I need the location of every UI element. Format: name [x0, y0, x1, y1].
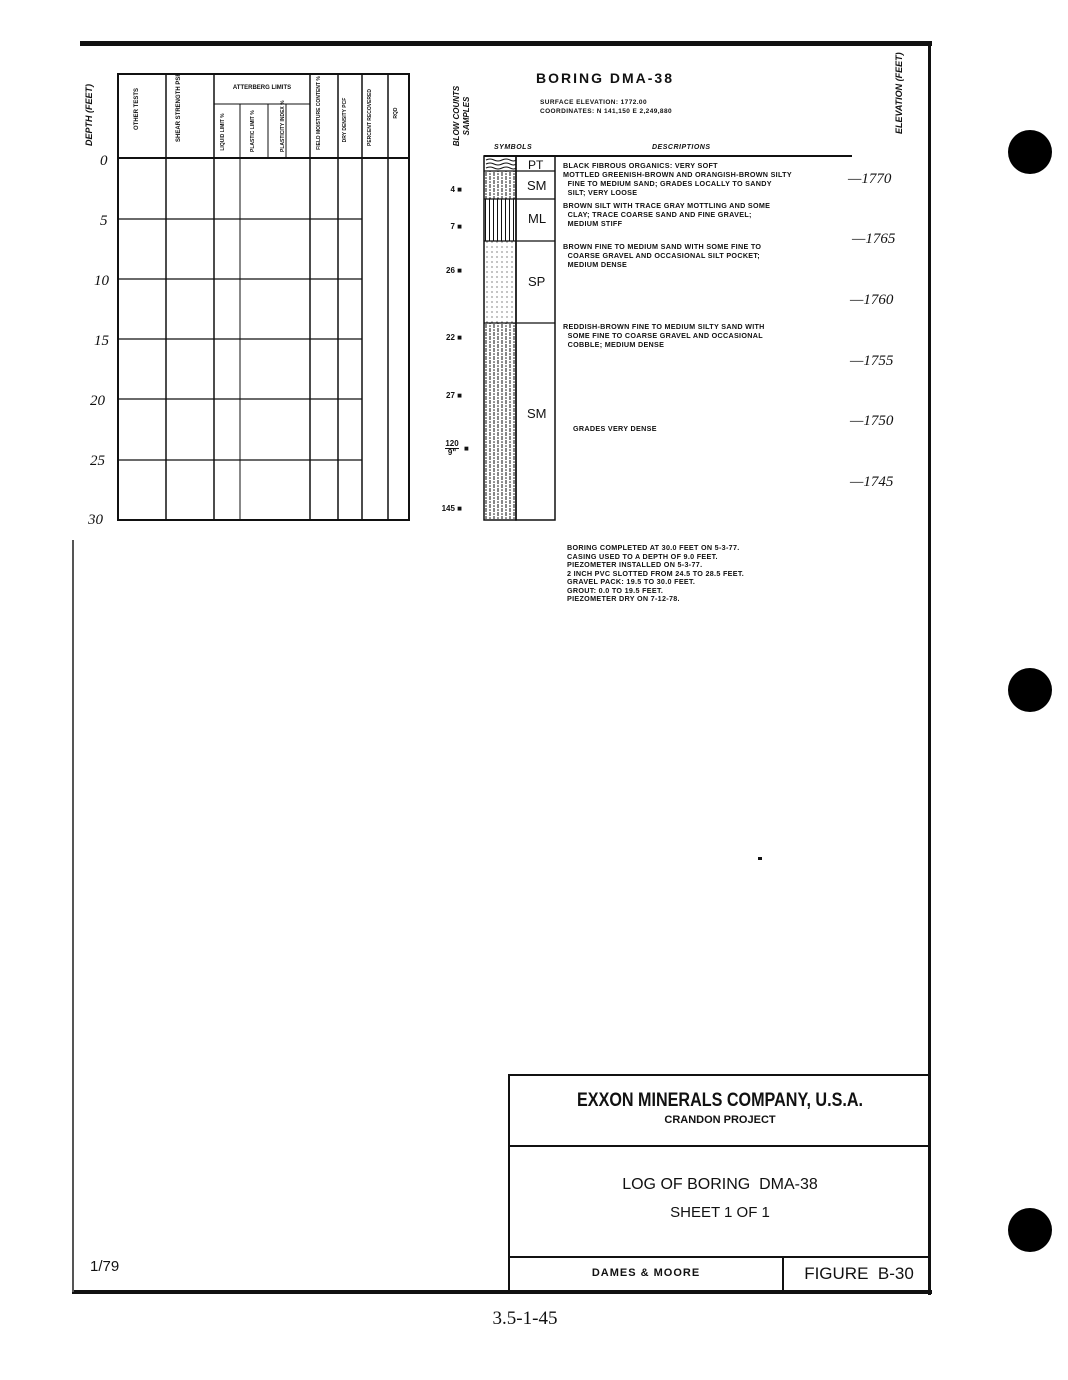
blow-count: 7 ■ [450, 222, 462, 231]
blow-count-fraction [445, 440, 459, 457]
symbol-sm-lower: SM [527, 406, 547, 421]
title-block [508, 1074, 930, 1292]
elevation-tick-1745: —1745 [850, 474, 894, 490]
description-ml: BROWN SILT WITH TRACE GRAY MOTTLING AND SOME CLAY; TRACE COARSE SAND AND FINE GRAVEL; MEDIUM STIFF [563, 201, 771, 228]
elevation-tick-1760: —1760 [850, 292, 894, 308]
blow-count-denominator: 9" [447, 448, 457, 457]
firm-name: DAMES & MOORE [591, 1267, 701, 1279]
surface-elevation: SURFACE ELEVATION: 1772.00 [540, 99, 647, 106]
depth-tick-5: 5 [100, 213, 108, 229]
description-sm-upper: MOTTLED GREENISH-BROWN AND ORANGISH-BROWN SILTY FINE TO MEDIUM SAND; GRADES LOCALLY TO SANDY SILT; VERY LOOSE [563, 170, 792, 197]
page-number: 3.5-1-45 [492, 1308, 558, 1329]
plasticity-index-label: PLASTICITY INDEX % [280, 100, 286, 152]
company-name: EXXON MINERALS COMPANY, U.S.A. [577, 1090, 863, 1111]
title-block-divider-1 [510, 1145, 930, 1147]
log-title: LOG OF BORING DMA-38 [622, 1176, 818, 1193]
left-border [72, 540, 74, 1292]
symbol-ml: ML [528, 211, 547, 226]
symbol-sm-upper: SM [527, 178, 547, 193]
blow-count: 26 ■ [446, 266, 462, 275]
blow-count: 4 ■ [450, 185, 462, 194]
depth-tick-0: 0 [100, 153, 108, 169]
description-sm-lower: REDDISH-BROWN FINE TO MEDIUM SILTY SAND WITH SOME FINE TO COARSE GRAVEL AND OCCASIONAL COBBLE; MEDIUM DENSE [563, 322, 765, 349]
speck [758, 857, 762, 860]
symbol-sp: SP [528, 274, 546, 289]
description-sp: BROWN FINE TO MEDIUM SAND WITH SOME FINE TO COARSE GRAVEL AND OCCASIONAL SILT POCKET; MEDIUM DENSE [563, 242, 762, 269]
binder-hole-3 [1008, 1208, 1052, 1252]
elevation-tick-1770: —1770 [848, 171, 892, 187]
blow-count-numerator: 120 [445, 439, 459, 448]
elevation-tick-1765: —1765 [852, 231, 896, 247]
symbols-header: SYMBOLS [494, 144, 533, 151]
boring-title: BORING DMA-38 [536, 70, 675, 86]
binder-hole-2 [1008, 668, 1052, 712]
samples-label: SAMPLES [462, 96, 471, 136]
field-moisture-label: FIELD MOISTURE CONTENT % [316, 76, 322, 150]
depth-tick-10: 10 [94, 273, 109, 289]
elevation-tick-1750: —1750 [850, 413, 894, 429]
rqd-label: RQD [393, 107, 399, 119]
project-name: CRANDON PROJECT [664, 1114, 776, 1126]
symbol-pt: PT [528, 158, 544, 172]
sheet-number: SHEET 1 OF 1 [670, 1204, 770, 1221]
grades-very-dense-note: GRADES VERY DENSE [573, 424, 657, 433]
depth-axis-label: DEPTH (FEET) [84, 84, 94, 146]
boring-notes: BORING COMPLETED AT 30.0 FEET ON 5-3-77. CASING USED TO A DEPTH OF 9.0 FEET. PIEZOMETER INSTALLED ON 5-3-77. 2 INCH PVC SLOTTED FROM 24.5 TO 28.5 FEET. GRAVEL PACK: 19.5 TO 30.0 FEET. GROUT: 0.0 TO 19.5 FEET. PIEZOMETER DRY ON 7-12-78. [567, 543, 745, 603]
other-tests-label: OTHER TESTS [134, 87, 140, 130]
blow-count: 145 ■ [441, 504, 462, 513]
title-block-divider-2 [510, 1256, 930, 1258]
depth-tick-30: 30 [88, 512, 103, 528]
boring-log-column [0, 0, 1068, 540]
elevation-tick-1755: —1755 [850, 353, 894, 369]
liquid-limit-label: LIQUID LIMIT % [220, 113, 226, 151]
atterberg-limits-label: ATTERBERG LIMITS [232, 85, 292, 91]
elevation-axis-label: ELEVATION (FEET) [894, 52, 904, 134]
dry-density-label: DRY DENSITY PCF [342, 97, 348, 143]
depth-tick-20: 20 [90, 393, 105, 409]
blow-counts-label: BLOW COUNTS [452, 85, 461, 147]
percent-recovered-label: PERCENT RECOVERED [367, 89, 373, 146]
description-pt: BLACK FIBROUS ORGANICS: VERY SOFT [563, 161, 718, 170]
descriptions-header: DESCRIPTIONS [652, 144, 711, 151]
blow-count: 27 ■ [446, 391, 462, 400]
date-mark: 1/79 [90, 1258, 120, 1275]
depth-tick-25: 25 [90, 453, 105, 469]
blow-count: 22 ■ [446, 333, 462, 342]
figure-number: FIGURE B-30 [804, 1264, 914, 1283]
plastic-limit-label: PLASTIC LIMIT % [250, 110, 256, 152]
depth-tick-15: 15 [94, 333, 109, 349]
coordinates: COORDINATES: N 141,150 E 2,249,880 [540, 108, 672, 115]
sample-marker: ■ [464, 444, 469, 453]
title-block-divider-3 [782, 1256, 784, 1292]
shear-strength-label: SHEAR STRENGTH PSF [176, 72, 182, 142]
